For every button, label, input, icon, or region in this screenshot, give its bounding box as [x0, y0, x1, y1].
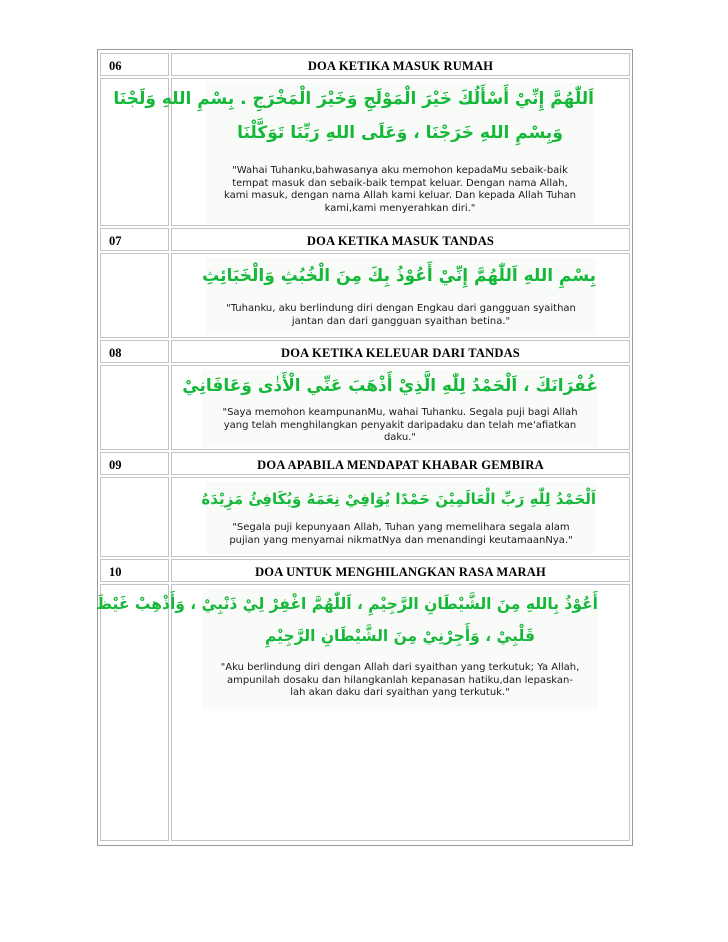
row-number-cell — [100, 340, 169, 363]
row-number-cell — [100, 559, 169, 582]
arabic-line: قَلْبِيْ ، وَأَجِرْنِيْ مِنَ الشَّيْطَانِ الرَّجِيْمِ — [265, 627, 535, 645]
arabic-line: أَعُوْذُ بِاللهِ مِنَ الشَّيْطَانِ الرَّجِيْمِ ، اَللّٰهُمَّ اغْفِرْ لِيْ ذَنْبِيْ ، وَأَذْهِبْ غَيْظَ — [95, 595, 598, 613]
row-empty-cell — [100, 253, 169, 338]
row-empty-cell — [100, 477, 169, 557]
doa-image — [182, 370, 598, 447]
arabic-line: غُفْرَانَكَ ، اَلْحَمْدُ لِلّٰهِ الَّذِيْ أَذْهَبَ عَنِّي الْأَذٰى وَعَافَانِيْ — [182, 376, 598, 396]
row-title: DOA UNTUK MENGHILANGKAN RASA MARAH — [255, 565, 546, 579]
arabic-line: بِسْمِ اللهِ اَللّٰهُمَّ إِنِّيْ أَعُوْذُ بِكَ مِنَ الْخُبُثِ وَالْخَبَائِثِ — [202, 266, 596, 286]
row-title-cell — [171, 53, 630, 76]
row-title-cell — [171, 228, 630, 251]
translation-text: "Aku berlindung diri dengan Allah dari syaithan yang terkutuk; Ya Allah, ampunilah dosaku dan hilangkanlah kepanasan hatiku,dan lepaskan- lah akan daku dari syaithan yang terkutuk." — [220, 662, 580, 699]
row-content-cell — [171, 477, 630, 557]
arabic-line: اَلْحَمْدُ لِلّٰهِ رَبِّ الْعَالَمِيْنَ حَمْدًا يُوَافِيْ نِعَمَهُ وَيُكَافِئُ مَزِيْدَهُ — [201, 490, 596, 508]
row-title: DOA KETIKA MASUK RUMAH — [307, 59, 494, 73]
row-number-cell — [100, 228, 169, 251]
row-title-cell — [171, 452, 630, 475]
row-empty-cell — [100, 584, 169, 841]
doa-image — [95, 589, 598, 709]
arabic-line: وَبِسْمِ اللهِ خَرَجْنَا ، وَعَلَى اللهِ رَبِّنَا تَوَكَّلْنَا — [237, 123, 563, 143]
row-number: 09 — [109, 458, 122, 472]
doa-image — [201, 482, 596, 554]
row-number: 10 — [109, 565, 122, 579]
row-number-cell — [100, 53, 169, 76]
row-empty-cell — [100, 365, 169, 450]
row-content-cell — [171, 365, 630, 450]
row-content-cell — [171, 253, 630, 338]
arabic-line: اَللّٰهُمَّ إِنِّيْ أَسْأَلُكَ خَيْرَ الْمَوْلَجِ وَخَيْرَ الْمَخْرَجِ . بِسْمِ اللهِ وَلَجْنَا — [113, 89, 594, 109]
row-content-cell — [95, 584, 630, 841]
doa-table — [97, 49, 633, 846]
row-title-cell — [171, 340, 630, 363]
row-number: 08 — [109, 346, 122, 360]
translation-text: "Wahai Tuhanku,bahwasanya aku memohon kepadaMu sebaik-baik tempat masuk dan sebaik-baik tempat keluar. Dengan nama Allah, kami masuk, dengan nama Allah kami keluar. Dan kepada Allah Tuhan kami,kami menyerahkan diri." — [223, 165, 577, 214]
row-content-cell — [113, 78, 630, 226]
row-title: DOA KETIKA KELEUAR DARI TANDAS — [281, 346, 520, 360]
row-number: 07 — [109, 234, 122, 248]
doa-image — [202, 258, 596, 335]
row-number-cell — [100, 452, 169, 475]
row-title: DOA APABILA MENDAPAT KHABAR GEMBIRA — [257, 458, 544, 472]
translation-text: "Segala puji kepunyaan Allah, Tuhan yang memelihara segala alam pujian yang menyamai nikmatNya dan menandingi keutamaanNya." — [229, 522, 573, 546]
translation-text: "Saya memohon keampunanMu, wahai Tuhanku. Segala puji bagi Allah yang telah menghilangkan penyakit daripadaku dan telah me'afiatkan daku." — [222, 407, 578, 444]
row-number: 06 — [109, 59, 122, 73]
row-title: DOA KETIKA MASUK TANDAS — [306, 234, 495, 248]
row-title-cell — [171, 559, 630, 582]
translation-text: "Tuhanku, aku berlindung diri dengan Engkau dari gangguan syaithan jantan dan dari gangguan syaithan betina." — [226, 303, 576, 327]
doa-image — [113, 83, 594, 224]
